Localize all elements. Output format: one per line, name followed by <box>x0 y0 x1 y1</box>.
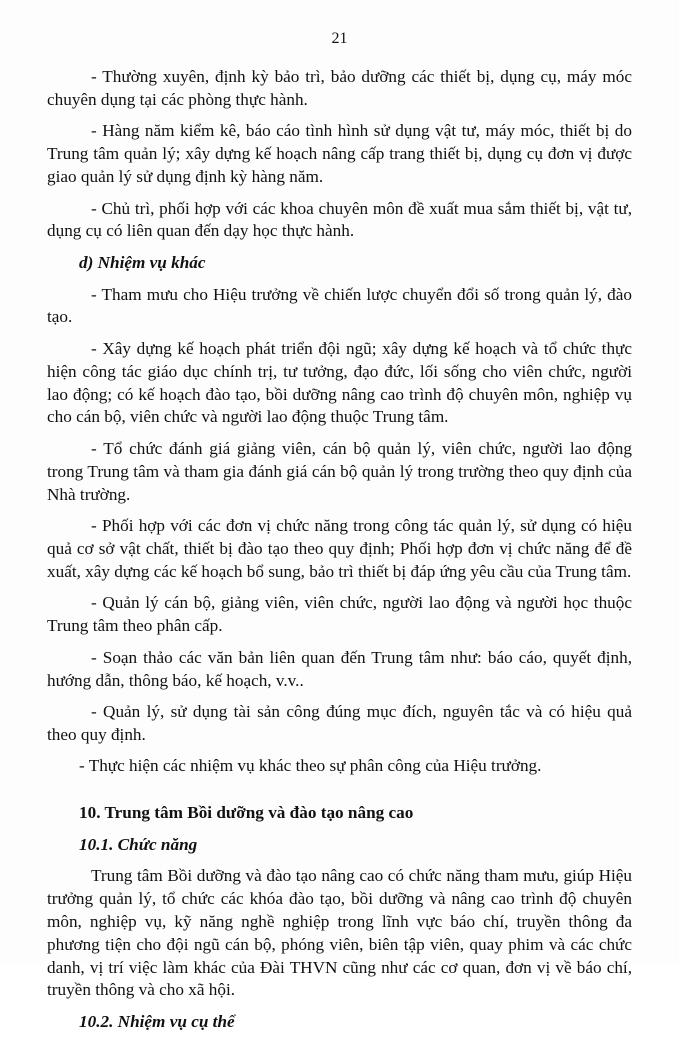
paragraph: - Quản lý, sử dụng tài sản công đúng mục đích, nguyên tắc và có hiệu quả theo quy định. <box>47 702 632 744</box>
paragraph: - Quản lý cán bộ, giảng viên, viên chức, người lao động và người học thuộc Trung tâm theo phân cấp. <box>47 593 632 636</box>
section-10-title: 10. Trung tâm Bồi dưỡng và đào tạo nâng cao <box>79 803 414 823</box>
paragraph: - Phối hợp với các đơn vị chức năng trong công tác quản lý, sử dụng có hiệu quả cơ sở vật chất, thiết bị đào tạo theo quy định; Phối hợp đơn vị chức năng để đề xuất, xây dựng các kế hoạch bổ sung, bảo trì thiết bị đáp ứng yêu cầu của Trung tâm. <box>47 516 632 581</box>
section-10-1-body: Trung tâm Bồi dưỡng và đào tạo nâng cao có chức năng tham mưu, giúp Hiệu trưởng quản lý, tổ chức các khóa đào tạo, bồi dưỡng và nâng cao trình độ chuyên môn, nghiệp vụ, kỹ năng nghề nghiệp trong lĩnh vực báo chí, truyền thông đa phương tiện cho đội ngũ cán bộ, phóng viên, biên tập viên, quay phim và các chức danh, vị trí việc làm khác của Đài THVN cũng như các cơ quan, đơn vị về báo chí, truyền thông và cho xã hội. <box>47 866 632 1000</box>
paragraph: - Thực hiện các nhiệm vụ khác theo sự phân công của Hiệu trưởng. <box>79 756 542 776</box>
paragraph: - Xây dựng kế hoạch phát triển đội ngũ; xây dựng kế hoạch và tổ chức thực hiện công tác giáo dục chính trị, tư tưởng, đạo đức, lối sống cho viên chức, người lao động; có kế hoạch đào tạo, bồi dưỡng nâng cao trình độ chuyên môn, nghiệp vụ cho cán bộ, viên chức và người lao động thuộc Trung tâm. <box>47 338 632 427</box>
paragraph: - Hàng năm kiểm kê, báo cáo tình hình sử dụng vật tư, máy móc, thiết bị do Trung tâm quản lý; xây dựng kế hoạch nâng cấp trang thiết bị, dụng cụ đơn vị được giao quản lý sử dụng định kỳ hàng năm. <box>47 121 632 186</box>
paragraph: - Tham mưu cho Hiệu trưởng về chiến lược chuyển đổi số trong quản lý, đào tạo. <box>47 284 632 327</box>
paragraph: - Soạn thảo các văn bản liên quan đến Trung tâm như: báo cáo, quyết định, hướng dẫn, thông báo, kế hoạch, v.v.. <box>47 647 632 690</box>
page-content <box>47 66 632 1043</box>
paragraph: - Chủ trì, phối hợp với các khoa chuyên môn đề xuất mua sắm thiết bị, vật tư, dụng cụ có liên quan đến dạy học thực hành. <box>47 198 632 241</box>
paragraph: - Thường xuyên, định kỳ bảo trì, bảo dưỡng các thiết bị, dụng cụ, máy móc chuyên dụng tại các phòng thực hành. <box>47 67 632 109</box>
paragraph: - Tổ chức đánh giá giảng viên, cán bộ quản lý, viên chức, người lao động trong Trung tâm và tham gia đánh giá cán bộ quản lý trong trường theo quy định của Nhà trường. <box>47 438 632 504</box>
subheading-other-tasks: d) Nhiệm vụ khác <box>79 252 206 272</box>
section-10-1-title: 10.1. Chức năng <box>79 834 198 854</box>
section-10-2-title: 10.2. Nhiệm vụ cụ thể <box>79 1012 235 1032</box>
page-number: 21 <box>331 30 348 47</box>
